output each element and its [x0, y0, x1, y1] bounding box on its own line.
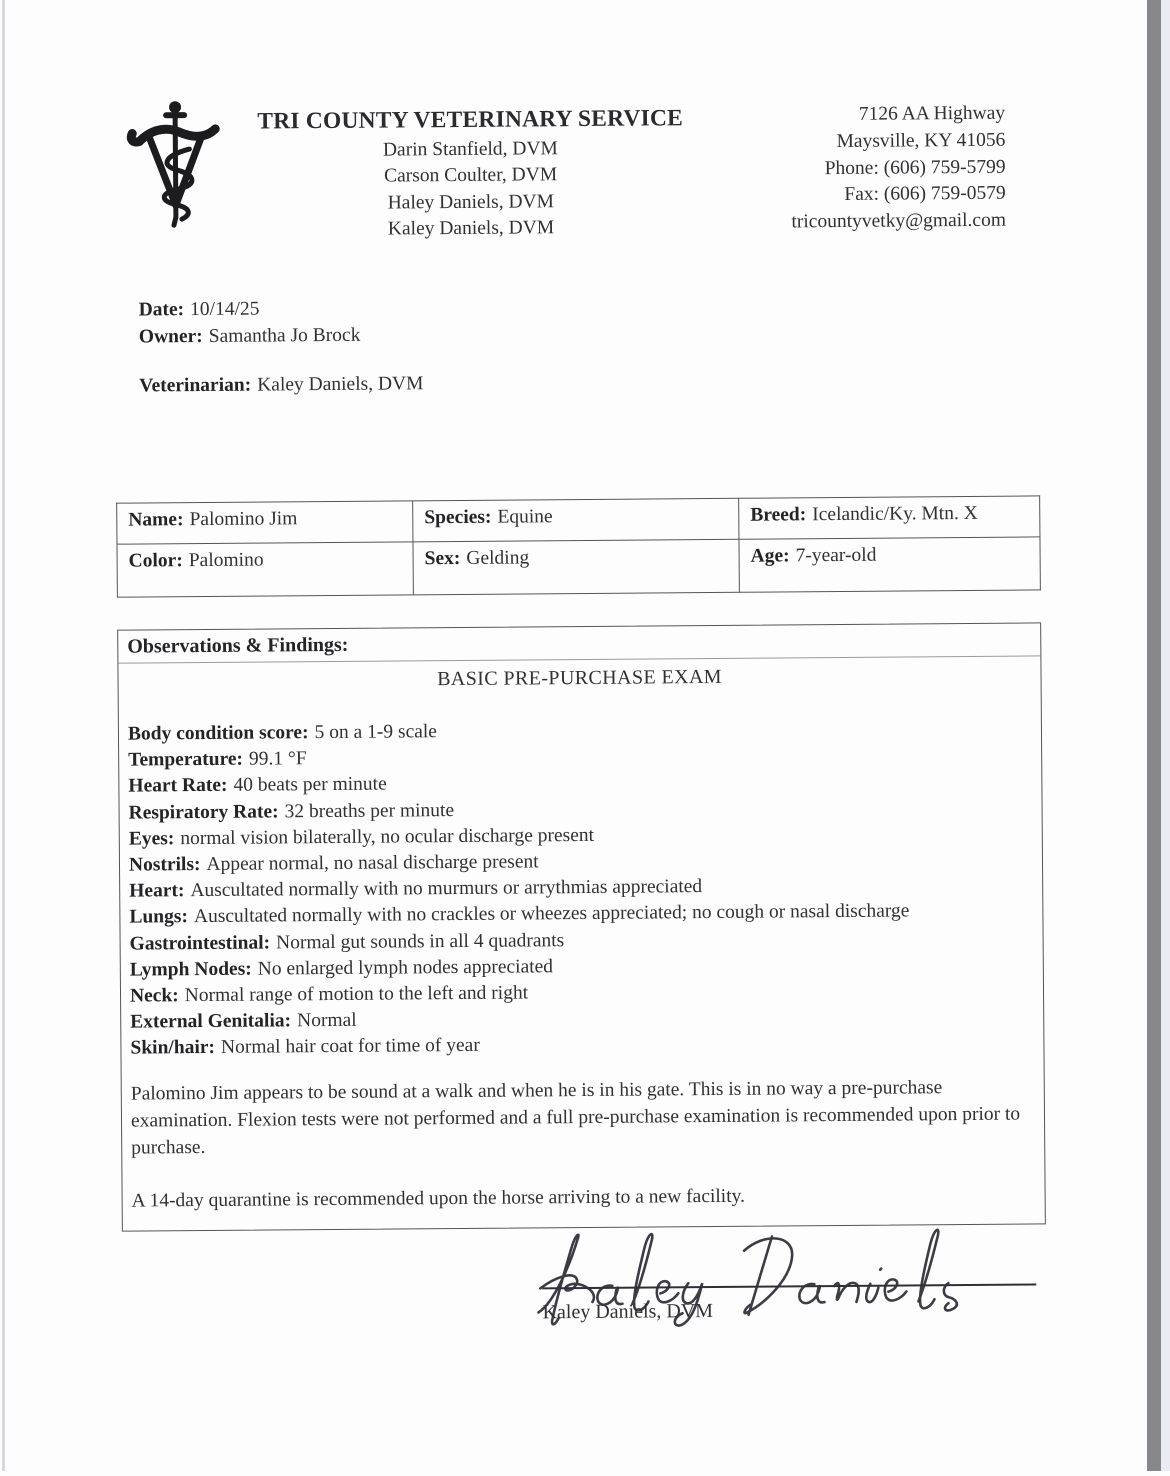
findings-list — [128, 715, 1030, 1063]
finding-label: Body condition score: — [127, 722, 309, 745]
table-row — [117, 496, 1040, 544]
owner-label: Owner: — [138, 325, 203, 347]
date-label: Date: — [138, 299, 185, 321]
breed-label: Breed: — [750, 504, 807, 526]
name-value: Palomino Jim — [189, 508, 298, 531]
veterinary-caduceus-icon — [125, 99, 224, 230]
species-label: Species: — [424, 506, 492, 529]
finding-value: 32 breaths per minute — [284, 799, 455, 822]
clinic-name: TRI COUNTY VETERINARY SERVICE — [257, 105, 684, 135]
observations-findings-box — [117, 622, 1046, 1231]
finding-label: Nostrils: — [128, 854, 201, 876]
patient-species-cell — [413, 498, 739, 542]
veterinarian-name: Haley Daniels, DVM — [387, 191, 555, 214]
patient-color-cell — [117, 542, 413, 597]
patient-info-table — [116, 495, 1041, 597]
address-line2: Maysville, KY 41056 — [836, 129, 1006, 152]
finding-value: No enlarged lymph nodes appreciated — [257, 956, 554, 980]
finding-value: 99.1 °F — [248, 748, 307, 770]
finding-label: Skin/hair: — [130, 1037, 216, 1060]
finding-value: normal vision bilaterally, no ocular discharge present — [180, 824, 595, 849]
age-label: Age: — [750, 545, 790, 567]
finding-value: Normal hair coat for time of year — [220, 1035, 480, 1059]
fax-line: Fax: (606) 759-0579 — [844, 183, 1006, 206]
veterinarian-name: Carson Coulter, DVM — [383, 164, 558, 187]
age-value: 7-year-old — [795, 544, 877, 567]
veterinarian-label: Veterinarian: — [139, 374, 252, 397]
finding-label: Neck: — [129, 985, 179, 1007]
owner-line — [139, 322, 423, 351]
owner-value: Samantha Jo Brock — [208, 324, 361, 347]
breed-value: Icelandic/Ky. Mtn. X — [812, 502, 978, 526]
patient-breed-cell — [739, 496, 1040, 539]
sex-label: Sex: — [424, 547, 461, 570]
letterhead-center — [225, 105, 716, 244]
finding-value: 40 beats per minute — [233, 773, 387, 797]
veterinarian-line — [139, 371, 423, 400]
patient-name-cell — [117, 501, 413, 544]
observations-heading: Observations & Findings: — [118, 623, 1040, 663]
finding-label: Respiratory Rate: — [128, 801, 279, 824]
finding-value: Auscultated normally with no murmurs or arrythmias appreciated — [190, 876, 703, 902]
signature-printed-name: Kaley Daniels, DVM — [542, 1300, 714, 1324]
color-label: Color: — [128, 550, 183, 572]
finding-value: Auscultated normally with no crackles or wheezes appreciated; no cough or nasal discharge — [193, 900, 910, 928]
finding-value: Normal gut sounds in all 4 quadrants — [276, 929, 565, 954]
visit-info — [139, 295, 424, 400]
table-row — [117, 537, 1040, 597]
patient-age-cell — [739, 537, 1040, 592]
date-line — [139, 295, 423, 324]
finding-label: Heart Rate: — [128, 775, 228, 797]
finding-label: External Genitalia: — [130, 1010, 292, 1033]
finding-label: Gastrointestinal: — [129, 932, 271, 955]
finding-label: Lymph Nodes: — [129, 958, 252, 981]
finding-value: Normal — [297, 1010, 357, 1032]
veterinarian-name: Darin Stanfield, DVM — [382, 138, 558, 161]
letterhead-contact — [645, 101, 1006, 238]
finding-value: Appear normal, no nasal discharge present — [206, 851, 539, 875]
patient-sex-cell — [413, 539, 739, 595]
veterinarian-value: Kaley Daniels, DVM — [257, 373, 424, 396]
name-label: Name: — [128, 509, 184, 531]
email-line: tricountyvetky@gmail.com — [791, 209, 1007, 233]
finding-label: Heart: — [129, 880, 185, 902]
exam-title: BASIC PRE-PURCHASE EXAM — [437, 665, 723, 691]
species-value: Equine — [497, 506, 553, 528]
address-line1: 7126 AA Highway — [858, 102, 1006, 125]
finding-label: Eyes: — [128, 828, 175, 850]
finding-value: 5 on a 1-9 scale — [314, 721, 438, 744]
soundness-paragraph: Palomino Jim appears to be sound at a walk and when he is in his gate. This is in no way a pre-purchase examination. Flexion tests were not performed and a full pre-purchase examination is recommended upon prior to purchase. — [130, 1076, 1021, 1159]
phone-line: Phone: (606) 759-5799 — [824, 156, 1006, 179]
sex-value: Gelding — [466, 547, 530, 569]
veterinarian-list — [225, 135, 716, 244]
quarantine-paragraph: A 14-day quarantine is recommended upon the horse arriving to a new facility. — [131, 1185, 746, 1212]
finding-value: Normal range of motion to the left and right — [184, 982, 529, 1007]
date-value: 10/14/25 — [190, 298, 260, 321]
finding-label: Temperature: — [128, 748, 244, 771]
veterinarian-name: Kaley Daniels, DVM — [387, 217, 555, 240]
finding-label: Lungs: — [129, 906, 189, 929]
color-value: Palomino — [188, 549, 264, 572]
